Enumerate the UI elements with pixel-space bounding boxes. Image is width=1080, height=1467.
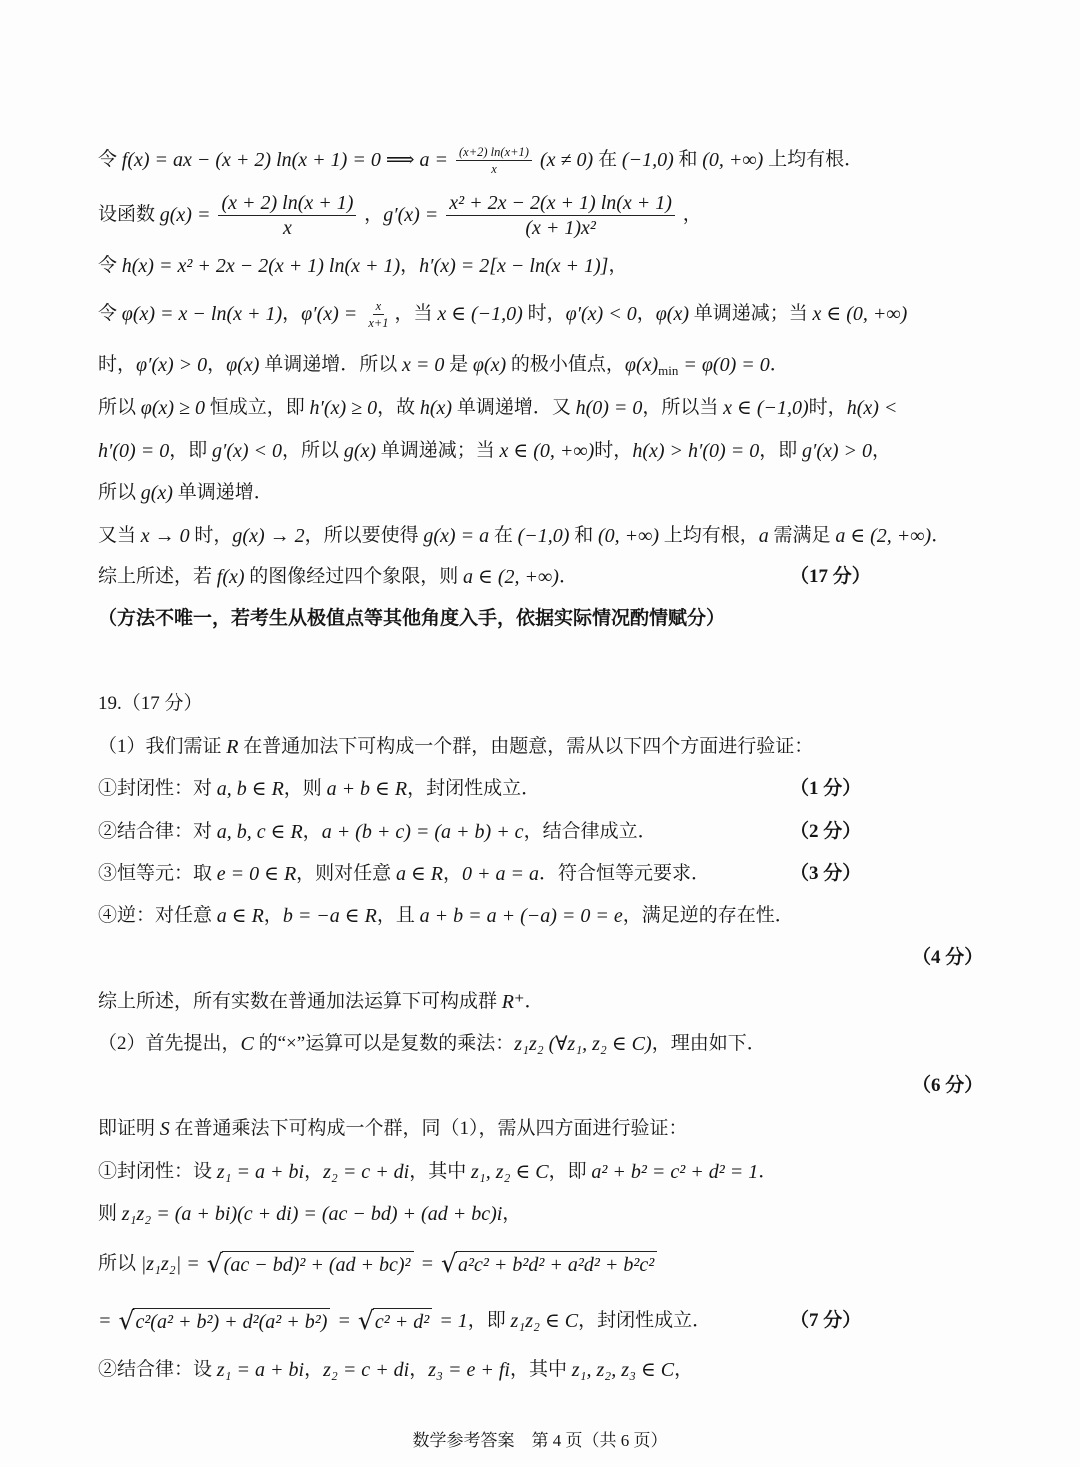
line-17-math: a ∈ R bbox=[216, 905, 264, 927]
line-1-math: (x ≠ 0) bbox=[534, 149, 599, 171]
line-9-math: a bbox=[758, 525, 769, 547]
line-27-text: ， bbox=[409, 1359, 429, 1380]
radicand: c²(a² + b²) + d²(a² + b²) bbox=[133, 1308, 330, 1334]
line-20-text: ，理由如下． bbox=[651, 1033, 766, 1054]
line-7-math: h′(0) = 0 bbox=[98, 440, 170, 462]
line-15-text: ，结合律成立． bbox=[523, 821, 657, 842]
line-9-text: 上均有根， bbox=[659, 525, 759, 546]
line-22-text: 在普通乘法下可构成一个群，同（1），需从四方面进行验证： bbox=[169, 1118, 688, 1139]
line-6-math: h(x) < bbox=[846, 397, 898, 419]
line-7-text: ，所以 bbox=[282, 440, 344, 461]
question-number: 19.（17 分） bbox=[98, 693, 203, 714]
line-5-text: 单调递增．所以 bbox=[259, 354, 402, 375]
line-27-text: ， bbox=[674, 1359, 694, 1380]
line-1-math: (0, +∞) bbox=[702, 149, 764, 171]
line-14 bbox=[98, 775, 862, 803]
line-4-math: φ(x) = x − ln(x + 1) bbox=[121, 303, 283, 325]
line-5-text: 是 bbox=[444, 354, 473, 375]
line-9-text: 需满足 bbox=[768, 525, 836, 546]
line-5-math: φ(x) bbox=[624, 354, 659, 376]
line-23-math: a² + b² = c² + d² = 1 bbox=[591, 1161, 759, 1183]
line-2 bbox=[98, 185, 702, 245]
line-6-text: 所以 bbox=[98, 397, 141, 418]
line-17-text: ，满足逆的存在性． bbox=[622, 905, 794, 926]
line-24-math: z₁z₂ = (a + bi)(c + di) = (ac − bd) + (ad + bc)i bbox=[121, 1203, 503, 1225]
line-16-text: ③恒等元：取 bbox=[98, 863, 217, 884]
line-16 bbox=[98, 860, 862, 888]
line-2-text: ， bbox=[677, 204, 702, 225]
line-10-math: a ∈ (2, +∞) bbox=[463, 566, 559, 588]
line-7-text: ， bbox=[872, 440, 892, 461]
line-26 bbox=[98, 1303, 862, 1339]
line-6 bbox=[98, 394, 897, 422]
line-7-math: g′(x) < 0 bbox=[211, 440, 283, 462]
line-27-text: ， bbox=[304, 1359, 324, 1380]
line-9-text: 在 bbox=[489, 525, 518, 546]
line-1-text: 在 bbox=[598, 149, 622, 170]
line-7-math: x ∈ (0, +∞) bbox=[499, 440, 595, 462]
line-9 bbox=[98, 522, 950, 550]
line-9-text: 又当 bbox=[98, 525, 141, 546]
grading-note-text: （方法不唯一，若考生从极值点等其他角度入手，依据实际情况酌情赋分） bbox=[98, 608, 726, 629]
line-5-math: φ′(x) > 0 bbox=[136, 354, 208, 376]
line-23-text: ①封闭性：设 bbox=[98, 1161, 217, 1182]
line-7-math: g(x) bbox=[343, 440, 377, 462]
radical-sign: √ bbox=[357, 1306, 374, 1335]
line-9-text: ，所以要使得 bbox=[304, 525, 424, 546]
line-23-math: z₂ = c + di bbox=[323, 1161, 410, 1183]
line-16-math: a ∈ R bbox=[395, 863, 443, 885]
line-5-text: 时， bbox=[98, 354, 137, 375]
line-9-text: 时， bbox=[189, 525, 233, 546]
line-5-math: x = 0 bbox=[401, 354, 445, 376]
line-20-text: 的“×”运算可以是复数的乘法： bbox=[253, 1033, 515, 1054]
line-6-math: h(x) bbox=[419, 397, 453, 419]
line-17 bbox=[98, 902, 794, 930]
line-19-math: R⁺ bbox=[501, 991, 525, 1013]
line-25-math: |z₁z₂| = bbox=[140, 1253, 205, 1275]
line-16-text: ．符合恒等元要求． bbox=[538, 863, 710, 884]
line-1-text: 上均有根． bbox=[763, 149, 864, 170]
line-9-math: x → 0 bbox=[140, 525, 190, 547]
line-4-text: 时， bbox=[522, 303, 566, 324]
line-17-math: a + b = a + (−a) = 0 = e bbox=[419, 905, 623, 927]
line-8-text: 所以 bbox=[98, 482, 141, 503]
line-6-math: φ(x) ≥ 0 bbox=[140, 397, 206, 419]
line-21 bbox=[912, 1072, 983, 1100]
line-1-text: 和 bbox=[673, 149, 703, 170]
line-7-math: h(x) > h′(0) = 0 bbox=[632, 440, 760, 462]
line-14-text: ，封闭性成立． bbox=[407, 778, 541, 799]
line-6-text: 时， bbox=[808, 397, 847, 418]
line-1-math: f(x) = ax − (x + 2) ln(x + 1) = 0 ⟹ a = bbox=[121, 149, 453, 171]
line-5-text: 的极小值点， bbox=[506, 354, 625, 375]
question-19-heading bbox=[98, 690, 203, 718]
line-1-text: 令 bbox=[98, 149, 122, 170]
line-4-text: 令 bbox=[98, 303, 122, 324]
score-label: （4 分） bbox=[912, 947, 984, 968]
line-24-text: 则 bbox=[98, 1203, 122, 1224]
line-23-text: ，即 bbox=[548, 1161, 592, 1182]
line-16-text: ， bbox=[442, 863, 462, 884]
line-26-text: ，封闭性成立． bbox=[578, 1310, 712, 1331]
line-2-text: 设函数 bbox=[98, 204, 160, 225]
score-label: （17 分） bbox=[790, 566, 871, 587]
radical-sign: √ bbox=[206, 1249, 223, 1278]
score-label: （7 分） bbox=[790, 1310, 862, 1331]
line-1-math: (−1,0) bbox=[621, 149, 674, 171]
line-19 bbox=[98, 988, 544, 1016]
line-27-text: ②结合律：设 bbox=[98, 1359, 217, 1380]
line-14-text: ①封闭性：对 bbox=[98, 778, 217, 799]
line-19-text: ． bbox=[524, 991, 544, 1012]
line-4-text: ， bbox=[282, 303, 302, 324]
line-4 bbox=[98, 300, 907, 328]
line-5-math: φ(x) bbox=[226, 354, 260, 376]
line-25-math: = bbox=[415, 1253, 440, 1275]
line-3-math: h′(x) = 2[x − ln(x + 1)] bbox=[419, 255, 609, 277]
line-9-text: ． bbox=[931, 525, 951, 546]
line-3 bbox=[98, 252, 627, 280]
line-25-text: 所以 bbox=[98, 1253, 141, 1274]
line-26-math: = bbox=[332, 1310, 356, 1332]
line-19-text: 综上所述，所有实数在普通加法运算下可构成群 bbox=[98, 991, 502, 1012]
line-23-math: z₁, z₂ ∈ C bbox=[471, 1161, 549, 1183]
line-7 bbox=[98, 437, 891, 465]
line-6-text: ，故 bbox=[377, 397, 420, 418]
line-10-math: f(x) bbox=[216, 566, 245, 588]
line-26-text: ，即 bbox=[467, 1310, 511, 1331]
g-denominator: x bbox=[283, 216, 292, 239]
radicand: c² + d² bbox=[373, 1308, 432, 1334]
line-14-text: ，则 bbox=[283, 778, 327, 799]
radical-sign: √ bbox=[441, 1249, 457, 1278]
line-4-text: ，当 bbox=[394, 303, 438, 324]
line-26-math: = 1 bbox=[434, 1310, 468, 1332]
line-4-math: φ′(x) = bbox=[301, 303, 363, 325]
line-26-math: = bbox=[98, 1310, 117, 1332]
line-4-math: x ∈ (−1,0) bbox=[437, 303, 523, 325]
line-5 bbox=[98, 351, 789, 379]
g-prime-numerator: x² + 2x − 2(x + 1) ln(x + 1) bbox=[446, 192, 675, 216]
line-15-math: a + (b + c) = (a + b) + c bbox=[321, 821, 524, 843]
line-7-text: 单调递减；当 bbox=[376, 440, 500, 461]
line-2-math: g(x) = bbox=[159, 204, 216, 226]
line-25 bbox=[98, 1246, 659, 1282]
line-20-text: （2）首先提出， bbox=[98, 1033, 241, 1054]
line-17-text: ，且 bbox=[376, 905, 420, 926]
line-4-text: ， bbox=[636, 303, 656, 324]
line-27-math: z₂ = c + di bbox=[323, 1359, 410, 1381]
line-4-math: φ′(x) < 0 bbox=[565, 303, 637, 325]
line-9-math: g(x) = a bbox=[423, 525, 490, 547]
line-3-math: h(x) = x² + 2x − 2(x + 1) ln(x + 1) bbox=[121, 255, 401, 277]
line-13-text: （1）我们需证 bbox=[98, 736, 227, 757]
line-2-text: ， bbox=[359, 204, 384, 225]
phi-prime-fraction bbox=[365, 299, 391, 330]
line-5-text: ， bbox=[207, 354, 227, 375]
line-9-text: 和 bbox=[569, 525, 598, 546]
line-9-math: g(x) → 2 bbox=[232, 525, 305, 547]
line-5-math: φ(x) bbox=[472, 354, 507, 376]
line-7-text: ，即 bbox=[759, 440, 802, 461]
line-23 bbox=[98, 1158, 777, 1186]
g-prime-denominator: (x + 1)x² bbox=[525, 216, 596, 239]
min-subscript: min bbox=[658, 363, 679, 378]
line-22 bbox=[98, 1115, 688, 1143]
line-17-text: ④逆：对任意 bbox=[98, 905, 217, 926]
square-root bbox=[441, 1249, 657, 1279]
line-4-math: x ∈ (0, +∞) bbox=[812, 303, 908, 325]
line-6-math: h′(x) ≥ 0 bbox=[309, 397, 378, 419]
line-15-text: ②结合律：对 bbox=[98, 821, 217, 842]
line-10-text: 的图像经过四个象限，则 bbox=[244, 566, 464, 587]
page-footer: 数学参考答案 第 4 页（共 6 页） bbox=[412, 1431, 668, 1450]
line-23-text: ． bbox=[758, 1161, 778, 1182]
g-fraction bbox=[218, 192, 356, 239]
line-3-text: ， bbox=[400, 255, 420, 276]
line-20 bbox=[98, 1030, 766, 1058]
line-6-text: 单调递增．又 bbox=[452, 397, 576, 418]
phi-prime-numerator: x bbox=[373, 299, 385, 315]
line-13-math: R bbox=[226, 736, 239, 758]
line-17-text: ， bbox=[263, 905, 283, 926]
line-15-text: ， bbox=[302, 821, 322, 842]
line-6-math: h(0) = 0 bbox=[575, 397, 643, 419]
line-27-text: ，其中 bbox=[509, 1359, 572, 1380]
line-16-text: ，则对任意 bbox=[296, 863, 396, 884]
line-6-math: x ∈ (−1,0) bbox=[723, 397, 809, 419]
radicand: a²c² + b²d² + a²d² + b²c² bbox=[456, 1251, 657, 1277]
line-23-text: ， bbox=[304, 1161, 324, 1182]
line-5-math: = φ(0) = 0 bbox=[678, 354, 770, 376]
line-4-text: 单调递减；当 bbox=[689, 303, 813, 324]
line-1-numerator: (x+2) ln(x+1) bbox=[456, 145, 532, 161]
square-root bbox=[358, 1306, 432, 1336]
line-27-math: z₃ = e + fi bbox=[428, 1359, 510, 1381]
line-3-text: 令 bbox=[98, 255, 122, 276]
line-8-text: 单调递增． bbox=[172, 482, 273, 503]
line-22-text: 即证明 bbox=[98, 1118, 160, 1139]
line-9-math: a ∈ (2, +∞) bbox=[835, 525, 932, 547]
line-9-math: (0, +∞) bbox=[597, 525, 660, 547]
line-3-text: ， bbox=[608, 255, 628, 276]
line-17-math: b = −a ∈ R bbox=[282, 905, 377, 927]
square-root bbox=[119, 1306, 331, 1336]
line-23-math: z₁ = a + bi bbox=[216, 1161, 305, 1183]
line-22-math: S bbox=[159, 1118, 170, 1140]
line-27-math: z₁, z₂, z₃ ∈ C bbox=[571, 1359, 675, 1381]
g-numerator: (x + 2) ln(x + 1) bbox=[218, 192, 356, 216]
line-18 bbox=[912, 944, 983, 972]
line-7-text: ，即 bbox=[169, 440, 212, 461]
line-20-math: z₁z₂ (∀z₁, z₂ ∈ C) bbox=[514, 1033, 652, 1055]
line-7-text: 时， bbox=[594, 440, 633, 461]
line-1-fraction bbox=[456, 145, 532, 176]
line-16-math: 0 + a = a bbox=[461, 863, 539, 885]
line-20-math: C bbox=[240, 1033, 254, 1055]
grading-note bbox=[98, 605, 725, 633]
line-2-math: g′(x) = bbox=[383, 204, 444, 226]
score-label: （2 分） bbox=[790, 821, 862, 842]
line-14-math: a, b ∈ R bbox=[216, 778, 284, 800]
line-16-math: e = 0 ∈ R bbox=[216, 863, 297, 885]
line-26-math: z₁z₂ ∈ C bbox=[510, 1310, 579, 1332]
line-10 bbox=[98, 563, 871, 591]
line-1-denominator: x bbox=[491, 161, 497, 176]
score-label: （3 分） bbox=[790, 863, 862, 884]
line-4-math: φ(x) bbox=[655, 303, 689, 325]
line-27-math: z₁ = a + bi bbox=[216, 1359, 305, 1381]
line-8-math: g(x) bbox=[140, 482, 173, 504]
line-6-text: ，所以当 bbox=[642, 397, 724, 418]
radical-sign: √ bbox=[118, 1306, 135, 1335]
line-10-text: 综上所述，若 bbox=[98, 566, 217, 587]
square-root bbox=[207, 1249, 414, 1279]
line-6-text: 恒成立，即 bbox=[205, 397, 310, 418]
line-13-text: 在普通加法下可构成一个群，由题意，需从以下四个方面进行验证： bbox=[238, 736, 814, 757]
line-9-math: (−1,0) bbox=[517, 525, 570, 547]
score-label: （1 分） bbox=[790, 778, 862, 799]
line-5-text: ． bbox=[769, 354, 789, 375]
line-1 bbox=[98, 146, 863, 174]
radicand: (ac − bd)² + (ad + bc)² bbox=[222, 1251, 414, 1277]
line-14-math: a + b ∈ R bbox=[326, 778, 408, 800]
line-8 bbox=[98, 479, 273, 507]
line-27 bbox=[98, 1356, 693, 1384]
line-7-math: g′(x) > 0 bbox=[801, 440, 873, 462]
line-23-text: ，其中 bbox=[409, 1161, 472, 1182]
score-label: （6 分） bbox=[912, 1075, 984, 1096]
line-24-text: ， bbox=[502, 1203, 522, 1224]
line-24 bbox=[98, 1200, 521, 1228]
g-prime-fraction bbox=[446, 192, 675, 239]
phi-prime-denominator: x+1 bbox=[368, 315, 389, 330]
line-15-math: a, b, c ∈ R bbox=[216, 821, 303, 843]
line-10-text: ． bbox=[558, 566, 578, 587]
line-13 bbox=[98, 733, 813, 761]
line-15 bbox=[98, 818, 862, 846]
